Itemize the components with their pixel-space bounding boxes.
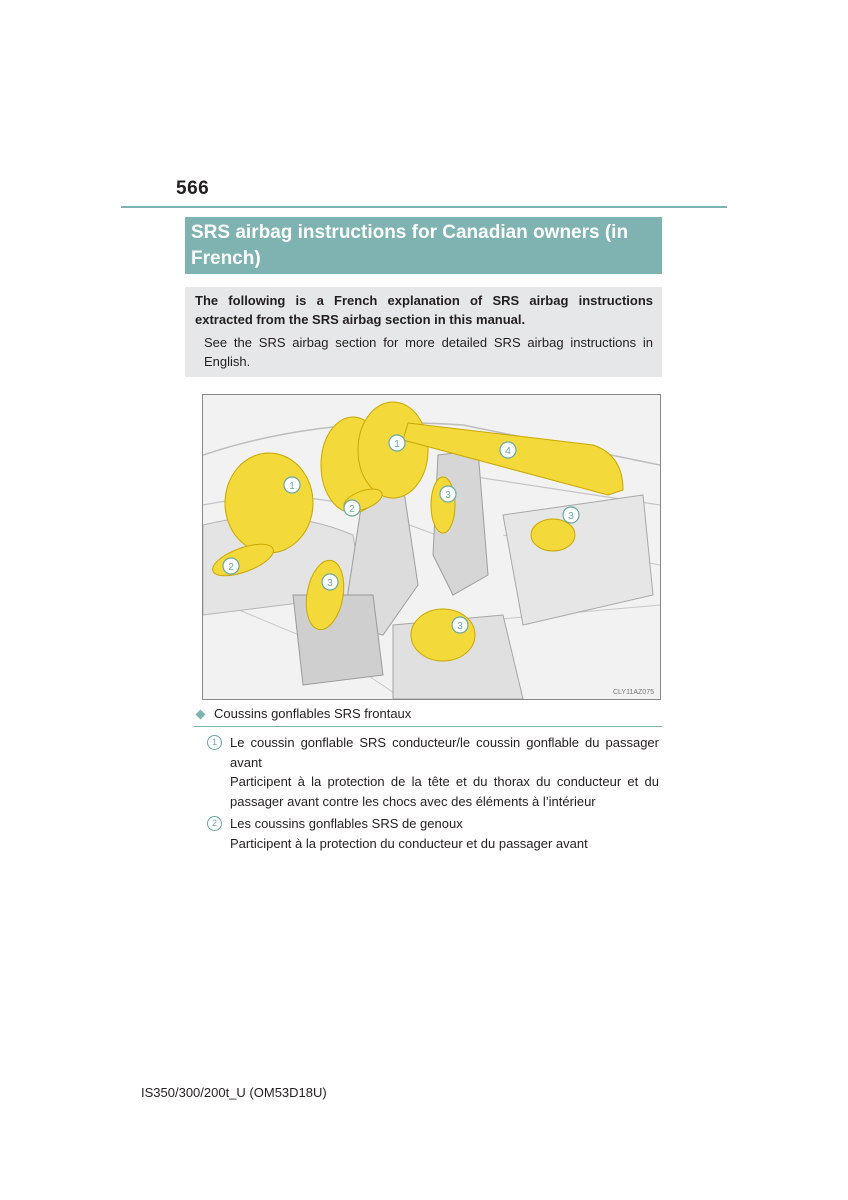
- svg-text:1: 1: [289, 481, 295, 492]
- callout-3c: [563, 507, 579, 523]
- svg-text:3: 3: [445, 490, 451, 501]
- item-number-badge: 2: [207, 816, 222, 831]
- figure-code: CLY11AZ075: [613, 689, 654, 696]
- svg-text:2: 2: [228, 562, 234, 573]
- svg-text:3: 3: [457, 621, 463, 632]
- svg-text:4: 4: [505, 446, 511, 457]
- callout-3b: [440, 486, 456, 502]
- intro-box: [185, 287, 662, 377]
- section-title: SRS airbag instructions for Canadian owners (in French): [185, 217, 662, 274]
- callout-3a: [322, 574, 338, 590]
- item-number-badge: 1: [207, 735, 222, 750]
- car-interior-drawing: [203, 395, 660, 699]
- callout-4: [500, 442, 516, 458]
- svg-text:3: 3: [568, 511, 574, 522]
- svg-text:1: 1: [394, 439, 400, 450]
- callout-1b: [389, 435, 405, 451]
- subsection-rule: [194, 726, 662, 727]
- item-title: Les coussins gonflables SRS de genoux: [230, 816, 463, 831]
- header-rule: [121, 206, 727, 208]
- svg-text:3: 3: [327, 578, 333, 589]
- intro-text: See the SRS airbag section for more detailed SRS airbag instructions in English.: [204, 335, 653, 369]
- item-description: Participent à la protection du conducteur et du passager avant: [230, 835, 588, 851]
- list-item: [207, 814, 659, 853]
- airbag-illustration: [202, 394, 661, 700]
- callout-2a: [223, 558, 239, 574]
- page-number: 566: [176, 178, 210, 199]
- diamond-bullet-icon: [196, 709, 206, 719]
- subsection-heading: [194, 705, 411, 723]
- list-item: [207, 733, 659, 811]
- svg-text:2: 2: [349, 504, 355, 515]
- intro-bold-text: The following is a French explanation of SRS airbag instructions extracted from the SRS airbag section in this manual.: [195, 293, 653, 327]
- callout-3d: [452, 617, 468, 633]
- item-description: Participent à la protection de la tête et du thorax du conducteur et du passager avant contre les chocs avec des éléments à l’intérieur: [230, 774, 659, 809]
- subsection-heading-text: Coussins gonflables SRS frontaux: [214, 706, 412, 721]
- callout-2b: [344, 500, 360, 516]
- item-title: Le coussin gonflable SRS conducteur/le coussin gonflable du passager avant: [230, 735, 659, 770]
- footer-model-code: IS350/300/200t_U (OM53D18U): [141, 1085, 327, 1100]
- callout-1a: [284, 477, 300, 493]
